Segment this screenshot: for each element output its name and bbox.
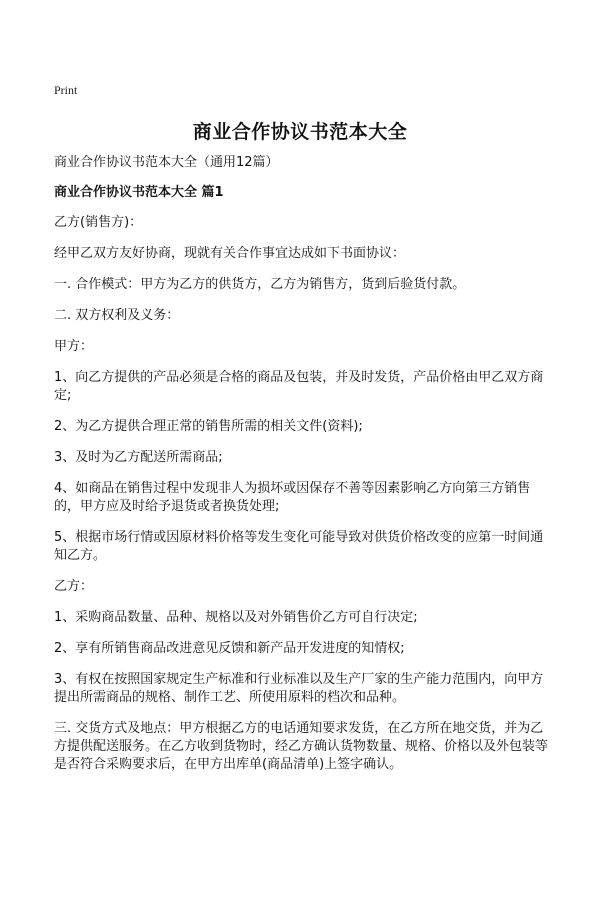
document-subtitle: 商业合作协议书范本大全（通用12篇） [54, 155, 279, 170]
paragraph-party-a-item-5: 5、根据市场行情或因原材料价格等发生变化可能导致对供货价格改变的应第一时间通知乙方。 [54, 530, 544, 563]
paragraph-preamble: 经甲乙双方友好协商，现就有关合作事宜达成如下书面协议： [54, 246, 406, 261]
paragraph-rights-obligations: 二. 双方权利及义务： [54, 308, 180, 323]
paragraph-party-b-item-2: 2、享有所销售商品改进意见反馈和新产品开发进度的知情权; [54, 641, 405, 656]
paragraph-party-a-item-3: 3、及时为乙方配送所需商品; [54, 450, 223, 465]
print-label: Print [54, 83, 78, 97]
section-heading: 商业合作协议书范本大全 篇1 [54, 185, 224, 200]
paragraph-party-a-item-2: 2、为乙方提供合理正常的销售所需的相关文件(资料); [54, 419, 363, 434]
document-title: 商业合作协议书范本大全 [192, 121, 408, 143]
paragraph-party-a-heading: 甲方： [54, 339, 94, 354]
paragraph-party-a-item-4: 4、如商品在销售过程中发现非人为损坏或因保存不善等因素影响乙方向第三方销售的，甲方应及时给予退货或者换货处理; [54, 481, 531, 514]
paragraph-party-a-item-1: 1、向乙方提供的产品必须是合格的商品及包装，并及时发货，产品价格由甲乙双方商定; [54, 370, 544, 403]
paragraph-party-b-seller: 乙方(销售方)： [54, 215, 143, 230]
paragraph-cooperation-mode: 一. 合作模式：甲方为乙方的供货方，乙方为销售方，货到后验货付款。 [54, 277, 466, 292]
paragraph-party-b-item-1: 1、采购商品数量、品种、规格以及对外销售价乙方可自行决定; [54, 610, 418, 625]
paragraph-party-b-item-3: 3、有权在按照国家规定生产标准和行业标准以及生产厂家的生产能力范围内，向甲方提出所需商品的规格、制作工艺、所使用原料的档次和品种。 [54, 672, 544, 705]
document-body [54, 154, 554, 787]
paragraph-delivery: 三. 交货方式及地点：甲方根据乙方的电话通知要求发货，在乙方所在地交货，并为乙方提供配送服务。在乙方收到货物时，经乙方确认货物数量、规格、价格以及外包装等是否符合采购要求后，在甲方出库单(商品清单)上签字确认。 [54, 721, 549, 772]
paragraph-party-b-heading: 乙方： [54, 579, 94, 594]
